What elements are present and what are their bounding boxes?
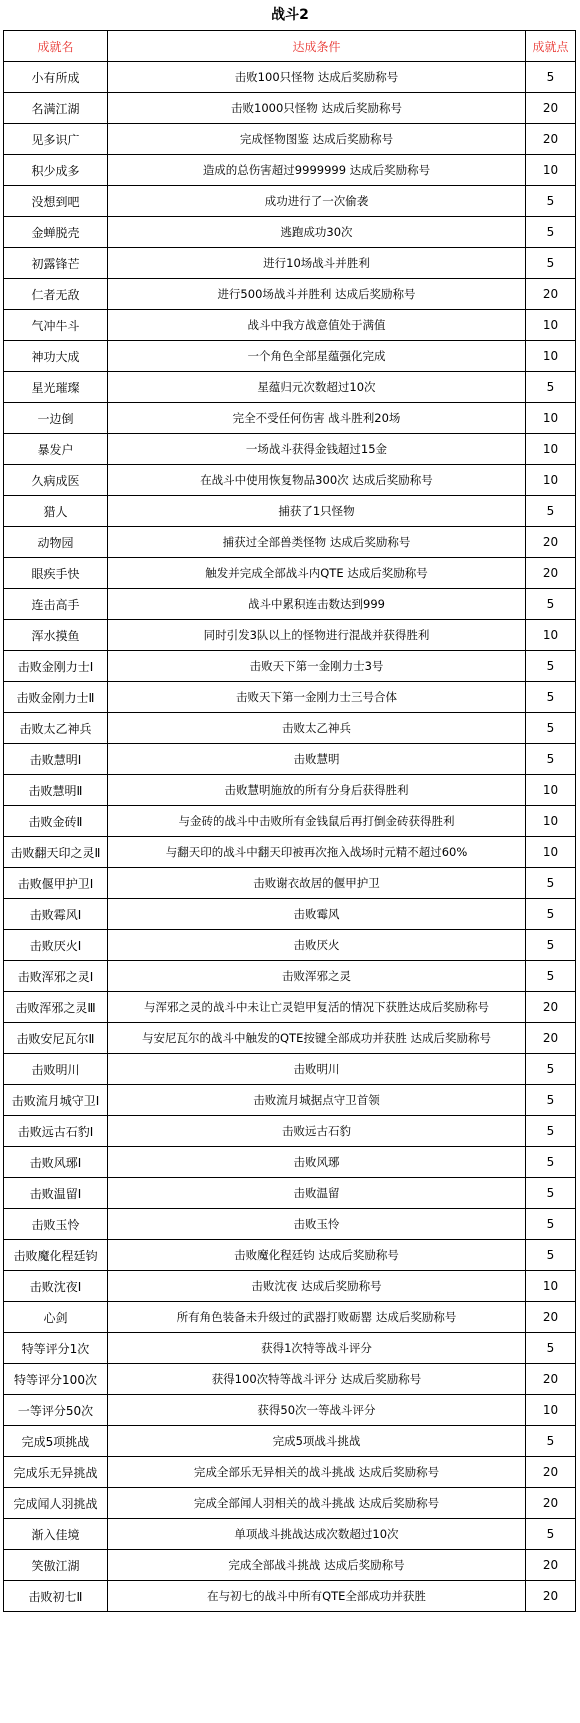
condition-cell: 成功进行了一次偷袭 [108, 186, 526, 217]
condition-cell: 击败流月城据点守卫首领 [108, 1085, 526, 1116]
condition-cell: 逃跑成功30次 [108, 217, 526, 248]
header-achievement-name: 成就名 [4, 31, 108, 62]
points-cell: 20 [526, 279, 576, 310]
condition-cell: 一场战斗获得金钱超过15金 [108, 434, 526, 465]
table-row [4, 403, 576, 434]
condition-cell: 击败明川 [108, 1054, 526, 1085]
achievement-name-cell: 击败太乙神兵 [4, 713, 108, 744]
achievement-name-cell: 击败偃甲护卫Ⅰ [4, 868, 108, 899]
achievement-name-cell: 击败霉风Ⅰ [4, 899, 108, 930]
points-cell: 5 [526, 899, 576, 930]
points-cell: 5 [526, 930, 576, 961]
achievement-name-cell: 击败厌火Ⅰ [4, 930, 108, 961]
points-cell: 10 [526, 1395, 576, 1426]
table-row [4, 775, 576, 806]
points-cell: 20 [526, 1581, 576, 1612]
achievement-name-cell: 特等评分100次 [4, 1364, 108, 1395]
table-row [4, 1116, 576, 1147]
table-row [4, 930, 576, 961]
condition-cell: 完成怪物图鉴 达成后奖励称号 [108, 124, 526, 155]
achievement-name-cell: 猎人 [4, 496, 108, 527]
achievement-name-cell: 击败安尼瓦尔Ⅱ [4, 1023, 108, 1054]
condition-cell: 一个角色全部星蕴强化完成 [108, 341, 526, 372]
table-row [4, 124, 576, 155]
condition-cell: 战斗中我方战意值处于满值 [108, 310, 526, 341]
points-cell: 20 [526, 1457, 576, 1488]
achievement-name-cell: 击败金刚力士Ⅱ [4, 682, 108, 713]
table-row [4, 434, 576, 465]
condition-cell: 在战斗中使用恢复物品300次 达成后奖励称号 [108, 465, 526, 496]
achievement-name-cell: 击败浑邪之灵Ⅰ [4, 961, 108, 992]
table-row [4, 992, 576, 1023]
achievement-name-cell: 仁者无敌 [4, 279, 108, 310]
achievement-name-cell: 暴发户 [4, 434, 108, 465]
points-cell: 5 [526, 1116, 576, 1147]
condition-cell: 与翻天印的战斗中翻天印被再次拖入战场时元精不超过60% [108, 837, 526, 868]
achievement-name-cell: 击败沈夜Ⅰ [4, 1271, 108, 1302]
condition-cell: 同时引发3队以上的怪物进行混战并获得胜利 [108, 620, 526, 651]
condition-cell: 完成全部闻人羽相关的战斗挑战 达成后奖励称号 [108, 1488, 526, 1519]
condition-cell: 击败玉怜 [108, 1209, 526, 1240]
condition-cell: 击败慧明施放的所有分身后获得胜利 [108, 775, 526, 806]
achievement-name-cell: 完成5项挑战 [4, 1426, 108, 1457]
points-cell: 20 [526, 1550, 576, 1581]
achievement-name-cell: 小有所成 [4, 62, 108, 93]
points-cell: 5 [526, 186, 576, 217]
points-cell: 5 [526, 1147, 576, 1178]
achievement-name-cell: 击败金砖Ⅱ [4, 806, 108, 837]
points-cell: 5 [526, 1178, 576, 1209]
condition-cell: 击败沈夜 达成后奖励称号 [108, 1271, 526, 1302]
achievement-name-cell: 击败浑邪之灵Ⅲ [4, 992, 108, 1023]
condition-cell: 触发并完成全部战斗内QTE 达成后奖励称号 [108, 558, 526, 589]
condition-cell: 击败1000只怪物 达成后奖励称号 [108, 93, 526, 124]
condition-cell: 击败温留 [108, 1178, 526, 1209]
table-row [4, 682, 576, 713]
points-cell: 20 [526, 527, 576, 558]
achievement-name-cell: 气冲牛斗 [4, 310, 108, 341]
table-row [4, 62, 576, 93]
points-cell: 5 [526, 1209, 576, 1240]
table-row [4, 868, 576, 899]
table-row [4, 806, 576, 837]
table-row [4, 1519, 576, 1550]
points-cell: 20 [526, 124, 576, 155]
points-cell: 5 [526, 682, 576, 713]
points-cell: 5 [526, 589, 576, 620]
condition-cell: 获得50次一等战斗评分 [108, 1395, 526, 1426]
table-row [4, 279, 576, 310]
condition-cell: 捕获了1只怪物 [108, 496, 526, 527]
table-row [4, 1085, 576, 1116]
achievement-name-cell: 见多识广 [4, 124, 108, 155]
table-row [4, 744, 576, 775]
table-row [4, 1457, 576, 1488]
table-row [4, 1426, 576, 1457]
points-cell: 20 [526, 93, 576, 124]
table-row [4, 372, 576, 403]
achievement-name-cell: 击败初七Ⅱ [4, 1581, 108, 1612]
points-cell: 5 [526, 1240, 576, 1271]
points-cell: 5 [526, 1333, 576, 1364]
table-row [4, 961, 576, 992]
points-cell: 5 [526, 651, 576, 682]
points-cell: 5 [526, 372, 576, 403]
condition-cell: 进行10场战斗并胜利 [108, 248, 526, 279]
condition-cell: 所有角色装备未升级过的武器打败砺罂 达成后奖励称号 [108, 1302, 526, 1333]
condition-cell: 击败100只怪物 达成后奖励称号 [108, 62, 526, 93]
condition-cell: 星蕴归元次数超过10次 [108, 372, 526, 403]
condition-cell: 获得100次特等战斗评分 达成后奖励称号 [108, 1364, 526, 1395]
achievement-name-cell: 特等评分1次 [4, 1333, 108, 1364]
condition-cell: 造成的总伤害超过9999999 达成后奖励称号 [108, 155, 526, 186]
points-cell: 5 [526, 1054, 576, 1085]
points-cell: 5 [526, 961, 576, 992]
points-cell: 5 [526, 713, 576, 744]
achievement-name-cell: 完成乐无异挑战 [4, 1457, 108, 1488]
table-row [4, 1147, 576, 1178]
achievement-name-cell: 渐入佳境 [4, 1519, 108, 1550]
achievement-name-cell: 一等评分50次 [4, 1395, 108, 1426]
condition-cell: 完成全部乐无异相关的战斗挑战 达成后奖励称号 [108, 1457, 526, 1488]
table-header-row [4, 31, 576, 62]
condition-cell: 击败谢衣故居的偃甲护卫 [108, 868, 526, 899]
achievement-name-cell: 完成闻人羽挑战 [4, 1488, 108, 1519]
points-cell: 10 [526, 1271, 576, 1302]
table-row [4, 1178, 576, 1209]
condition-cell: 获得1次特等战斗评分 [108, 1333, 526, 1364]
points-cell: 5 [526, 1519, 576, 1550]
achievement-name-cell: 金蝉脱壳 [4, 217, 108, 248]
points-cell: 10 [526, 341, 576, 372]
achievement-name-cell: 眼疾手快 [4, 558, 108, 589]
table-row [4, 1581, 576, 1612]
points-cell: 20 [526, 1023, 576, 1054]
achievement-name-cell: 浑水摸鱼 [4, 620, 108, 651]
condition-cell: 击败厌火 [108, 930, 526, 961]
table-row [4, 1302, 576, 1333]
condition-cell: 击败浑邪之灵 [108, 961, 526, 992]
table-row [4, 1395, 576, 1426]
table-row [4, 186, 576, 217]
achievement-name-cell: 动物园 [4, 527, 108, 558]
condition-cell: 进行500场战斗并胜利 达成后奖励称号 [108, 279, 526, 310]
condition-cell: 击败天下第一金刚力士3号 [108, 651, 526, 682]
table-row [4, 1550, 576, 1581]
condition-cell: 完成5项战斗挑战 [108, 1426, 526, 1457]
table-row [4, 620, 576, 651]
condition-cell: 击败太乙神兵 [108, 713, 526, 744]
table-row [4, 651, 576, 682]
points-cell: 10 [526, 310, 576, 341]
achievement-name-cell: 积少成多 [4, 155, 108, 186]
points-cell: 10 [526, 434, 576, 465]
points-cell: 5 [526, 868, 576, 899]
table-row [4, 558, 576, 589]
table-row [4, 465, 576, 496]
table-row [4, 341, 576, 372]
table-row [4, 217, 576, 248]
points-cell: 20 [526, 1364, 576, 1395]
header-points: 成就点 [526, 31, 576, 62]
achievement-name-cell: 击败风琊Ⅰ [4, 1147, 108, 1178]
condition-cell: 击败天下第一金刚力士三号合体 [108, 682, 526, 713]
achievement-name-cell: 击败金刚力士Ⅰ [4, 651, 108, 682]
achievement-name-cell: 击败慧明Ⅰ [4, 744, 108, 775]
achievement-name-cell: 没想到吧 [4, 186, 108, 217]
table-row [4, 1488, 576, 1519]
achievement-name-cell: 一边倒 [4, 403, 108, 434]
achievement-name-cell: 笑傲江湖 [4, 1550, 108, 1581]
points-cell: 20 [526, 558, 576, 589]
condition-cell: 击败远古石豹 [108, 1116, 526, 1147]
table-body [4, 62, 576, 1612]
points-cell: 10 [526, 620, 576, 651]
achievement-name-cell: 心剑 [4, 1302, 108, 1333]
header-condition: 达成条件 [108, 31, 526, 62]
table-row [4, 837, 576, 868]
points-cell: 10 [526, 403, 576, 434]
points-cell: 20 [526, 1488, 576, 1519]
page-title: 战斗2 [271, 7, 309, 23]
points-cell: 5 [526, 496, 576, 527]
condition-cell: 单项战斗挑战达成次数超过10次 [108, 1519, 526, 1550]
condition-cell: 击败魔化程廷钧 达成后奖励称号 [108, 1240, 526, 1271]
points-cell: 5 [526, 248, 576, 279]
points-cell: 5 [526, 1426, 576, 1457]
condition-cell: 战斗中累积连击数达到999 [108, 589, 526, 620]
achievement-name-cell: 击败慧明Ⅱ [4, 775, 108, 806]
achievement-name-cell: 击败温留Ⅰ [4, 1178, 108, 1209]
table-row [4, 899, 576, 930]
points-cell: 10 [526, 155, 576, 186]
table-row [4, 496, 576, 527]
table-row [4, 1023, 576, 1054]
achievement-name-cell: 击败翻天印之灵Ⅱ [4, 837, 108, 868]
condition-cell: 完成全部战斗挑战 达成后奖励称号 [108, 1550, 526, 1581]
condition-cell: 击败慧明 [108, 744, 526, 775]
achievement-name-cell: 击败远古石豹Ⅰ [4, 1116, 108, 1147]
achievement-name-cell: 初露锋芒 [4, 248, 108, 279]
achievement-name-cell: 连击高手 [4, 589, 108, 620]
table-row [4, 1333, 576, 1364]
table-row [4, 1364, 576, 1395]
points-cell: 5 [526, 744, 576, 775]
points-cell: 5 [526, 217, 576, 248]
points-cell: 5 [526, 62, 576, 93]
condition-cell: 与安尼瓦尔的战斗中触发的QTE按键全部成功并获胜 达成后奖励称号 [108, 1023, 526, 1054]
table-row [4, 155, 576, 186]
points-cell: 20 [526, 992, 576, 1023]
achievement-name-cell: 击败流月城守卫Ⅰ [4, 1085, 108, 1116]
table-row [4, 1240, 576, 1271]
table-row [4, 1054, 576, 1085]
table-row [4, 248, 576, 279]
condition-cell: 在与初七的战斗中所有QTE全部成功并获胜 [108, 1581, 526, 1612]
table-row [4, 527, 576, 558]
condition-cell: 捕获过全部兽类怪物 达成后奖励称号 [108, 527, 526, 558]
achievement-name-cell: 名满江湖 [4, 93, 108, 124]
condition-cell: 击败风琊 [108, 1147, 526, 1178]
condition-cell: 完全不受任何伤害 战斗胜利20场 [108, 403, 526, 434]
condition-cell: 击败霉风 [108, 899, 526, 930]
table-row [4, 1271, 576, 1302]
points-cell: 20 [526, 1302, 576, 1333]
achievement-name-cell: 神功大成 [4, 341, 108, 372]
points-cell: 10 [526, 806, 576, 837]
points-cell: 5 [526, 1085, 576, 1116]
points-cell: 10 [526, 775, 576, 806]
achievement-name-cell: 星光璀璨 [4, 372, 108, 403]
table-row [4, 93, 576, 124]
table-row [4, 713, 576, 744]
points-cell: 10 [526, 465, 576, 496]
table-row [4, 589, 576, 620]
condition-cell: 与金砖的战斗中击败所有金钱鼠后再打倒金砖获得胜利 [108, 806, 526, 837]
table-row [4, 310, 576, 341]
points-cell: 10 [526, 837, 576, 868]
achievement-name-cell: 久病成医 [4, 465, 108, 496]
condition-cell: 与浑邪之灵的战斗中未让亡灵铠甲复活的情况下获胜达成后奖励称号 [108, 992, 526, 1023]
table-row [4, 1209, 576, 1240]
achievement-table [3, 30, 576, 1612]
achievement-name-cell: 击败玉怜 [4, 1209, 108, 1240]
achievement-name-cell: 击败明川 [4, 1054, 108, 1085]
achievement-name-cell: 击败魔化程廷钧 [4, 1240, 108, 1271]
